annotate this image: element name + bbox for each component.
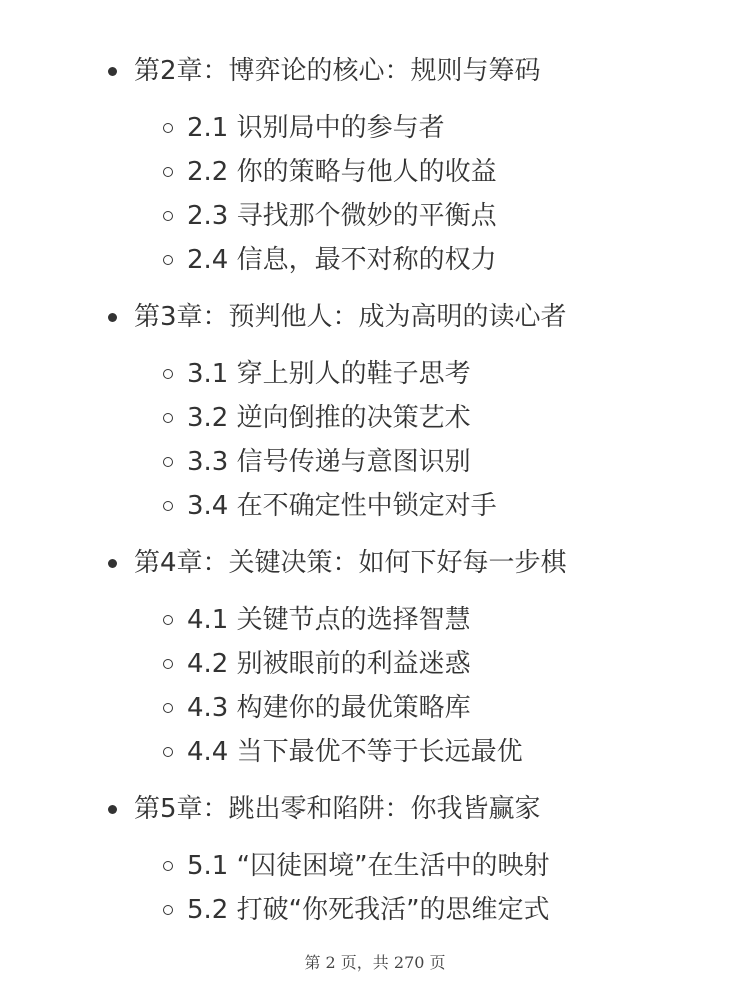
hollow-bullet-icon [163, 905, 173, 915]
section-title: 2.3 寻找那个微妙的平衡点 [187, 201, 497, 231]
hollow-bullet-icon [163, 747, 173, 757]
chapter-title: 第2章：博弈论的核心：规则与筹码 [134, 56, 541, 86]
section-item [163, 848, 550, 884]
section-title: 3.1 穿上别人的鞋子思考 [187, 359, 471, 389]
page-number-footer: 第 2 页，共 270 页 [304, 953, 446, 972]
chapter-heading [108, 53, 541, 89]
hollow-bullet-icon [163, 501, 173, 511]
section-title: 4.3 构建你的最优策略库 [187, 693, 471, 723]
section-item [163, 154, 497, 190]
hollow-bullet-icon [163, 167, 173, 177]
section-item [163, 602, 471, 638]
section-title: 2.4 信息，最不对称的权力 [187, 245, 497, 275]
hollow-bullet-icon [163, 255, 173, 265]
chapter-heading [108, 791, 541, 827]
section-item [163, 400, 471, 436]
filled-bullet-icon [108, 313, 117, 322]
hollow-bullet-icon [163, 413, 173, 423]
chapter-heading [108, 299, 567, 335]
filled-bullet-icon [108, 805, 117, 814]
hollow-bullet-icon [163, 457, 173, 467]
chapter-title: 第5章：跳出零和陷阱：你我皆赢家 [134, 794, 541, 824]
section-item [163, 444, 471, 480]
section-item [163, 488, 497, 524]
filled-bullet-icon [108, 559, 117, 568]
section-title: 4.4 当下最优不等于长远最优 [187, 737, 523, 767]
section-item [163, 242, 497, 278]
hollow-bullet-icon [163, 659, 173, 669]
section-item [163, 110, 445, 146]
section-title: 3.4 在不确定性中锁定对手 [187, 491, 497, 521]
section-item [163, 734, 523, 770]
section-title: 5.1 “囚徒困境”在生活中的映射 [187, 851, 550, 881]
section-title: 4.2 别被眼前的利益迷惑 [187, 649, 471, 679]
chapter-title: 第4章：关键决策：如何下好每一步棋 [134, 548, 567, 578]
section-title: 2.1 识别局中的参与者 [187, 113, 445, 143]
filled-bullet-icon [108, 67, 117, 76]
hollow-bullet-icon [163, 861, 173, 871]
hollow-bullet-icon [163, 211, 173, 221]
section-title: 5.2 打破“你死我活”的思维定式 [187, 895, 550, 925]
section-item [163, 646, 471, 682]
hollow-bullet-icon [163, 369, 173, 379]
hollow-bullet-icon [163, 615, 173, 625]
section-title: 3.2 逆向倒推的决策艺术 [187, 403, 471, 433]
chapter-heading [108, 545, 567, 581]
section-item [163, 356, 471, 392]
hollow-bullet-icon [163, 703, 173, 713]
section-item [163, 892, 550, 928]
section-title: 4.1 关键节点的选择智慧 [187, 605, 471, 635]
section-title: 2.2 你的策略与他人的收益 [187, 157, 497, 187]
section-title: 3.3 信号传递与意图识别 [187, 447, 471, 477]
section-item [163, 690, 471, 726]
chapter-title: 第3章：预判他人：成为高明的读心者 [134, 302, 567, 332]
section-item [163, 198, 497, 234]
hollow-bullet-icon [163, 123, 173, 133]
